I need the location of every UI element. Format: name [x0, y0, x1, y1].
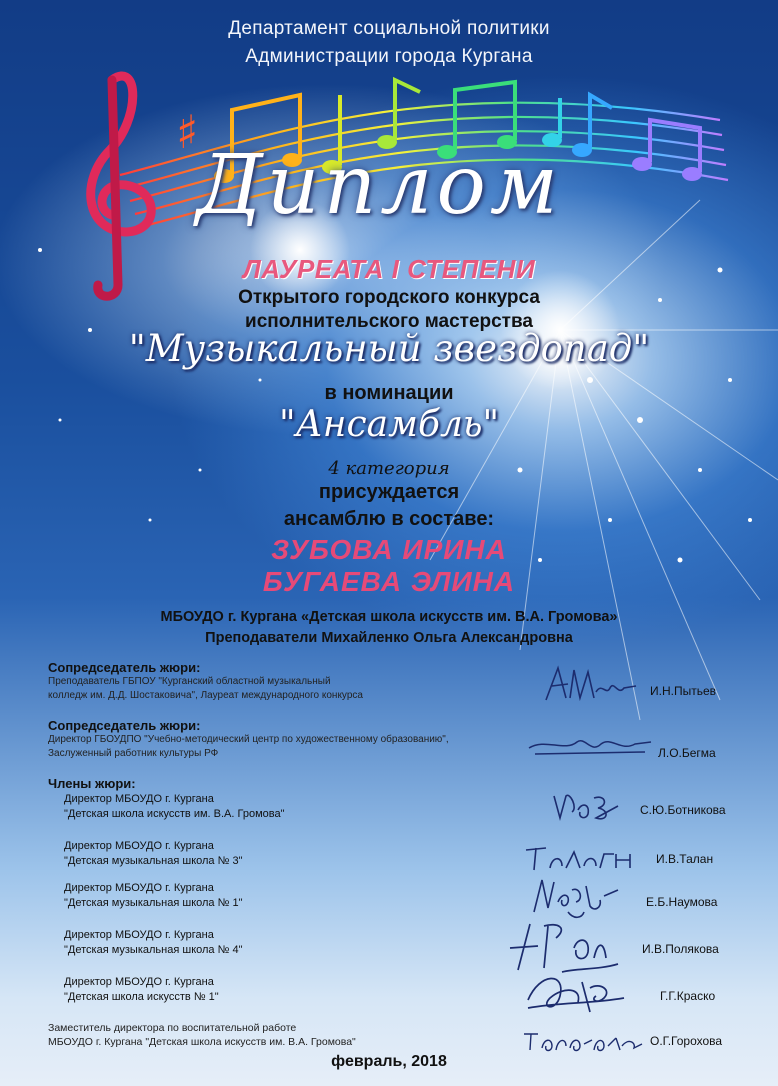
jury-members-heading: Члены жюри:: [48, 776, 136, 791]
jury-member-2-role: Директор МБОУДО г. Кургана: [64, 840, 214, 852]
category-label: 4 категория: [328, 458, 450, 479]
awarded-label: присуждается: [318, 481, 460, 503]
signature-member-2: [522, 838, 647, 876]
sharp-icon: ♯: [176, 105, 199, 159]
diploma-title: Диплом: [196, 138, 562, 233]
jury-member-2-org: "Детская музыкальная школа № 3": [64, 855, 243, 867]
school-name: МБОУДО г. Кургана «Детская школа искусств им. В.А. Громова»: [160, 609, 618, 625]
deputy-name: О.Г.Горохова: [650, 1034, 723, 1048]
jury-member-3-name: Е.Б.Наумова: [646, 895, 718, 909]
jury-member-1-name: С.Ю.Ботникова: [640, 803, 726, 817]
jury-chair-1-name: И.Н.Пытьев: [650, 684, 717, 698]
contest-line-2: исполнительского мастерства: [245, 311, 533, 332]
jury-chair-2-desc-1: Директор ГБОУДПО "Учебно-методический центр по художественному образованию",: [48, 734, 449, 745]
jury-member-4-role: Директор МБОУДО г. Кургана: [64, 929, 214, 941]
signature-member-1: [548, 788, 628, 826]
signature-member-5: [520, 968, 630, 1018]
signature-chair-2: [525, 728, 655, 764]
jury-member-1-org: "Детская школа искусств им. В.А. Громова": [64, 808, 285, 820]
jury-member-3-org: "Детская музыкальная школа № 1": [64, 897, 243, 909]
jury-member-1-role: Директор МБОУДО г. Кургана: [64, 793, 214, 805]
jury-member-5-name: Г.Г.Краско: [660, 989, 716, 1003]
diploma-date: февраль, 2018: [331, 1053, 447, 1070]
jury-member-4-org: "Детская музыкальная школа № 4": [64, 944, 243, 956]
jury-member-4-name: И.В.Полякова: [642, 942, 719, 956]
signature-member-3: [528, 872, 623, 922]
deputy-desc-2: МБОУДО г. Кургана "Детская школа искусств им. В.А. Громова": [48, 1036, 356, 1048]
degree-label: ЛАУРЕАТА I СТЕПЕНИ: [242, 254, 536, 284]
signature-chair-1: [540, 662, 640, 708]
nomination-name: "Ансамбль": [278, 404, 500, 445]
department-line-2: Администрации города Кургана: [245, 46, 533, 67]
contest-line-1: Открытого городского конкурса: [238, 287, 540, 308]
nomination-label: в номинации: [324, 382, 454, 404]
awardee-name-2: БУГАЕВА ЭЛИНА: [262, 566, 516, 597]
teacher-name: Преподаватели Михайленко Ольга Александровна: [205, 630, 573, 646]
jury-member-5-org: "Детская школа искусств № 1": [64, 991, 219, 1003]
jury-member-3-role: Директор МБОУДО г. Кургана: [64, 882, 214, 894]
awardee-name-1: ЗУБОВА ИРИНА: [271, 534, 507, 565]
jury-chair-1-desc-2: колледж им. Д.Д. Шостаковича", Лауреат международного конкурса: [48, 690, 363, 701]
signature-deputy: [520, 1024, 645, 1056]
jury-member-2-name: И.В.Талан: [656, 852, 714, 866]
jury-chair-2-desc-2: Заслуженный работник культуры РФ: [48, 748, 219, 759]
jury-member-5-role: Директор МБОУДО г. Кургана: [64, 976, 214, 988]
jury-chair-2-name: Л.О.Бегма: [658, 746, 716, 760]
contest-name: "Музыкальный звездопад": [128, 327, 650, 370]
department-line-1: Департамент социальной политики: [228, 18, 550, 39]
deputy-desc-1: Заместитель директора по воспитательной работе: [48, 1022, 297, 1034]
jury-chair-1-desc-1: Преподаватель ГБПОУ "Курганский областной музыкальный: [48, 676, 331, 687]
awardee-intro: ансамблю в составе:: [283, 508, 495, 530]
jury-chair-1-heading: Сопредседатель жюри:: [48, 660, 201, 675]
jury-chair-2-heading: Сопредседатель жюри:: [48, 718, 201, 733]
